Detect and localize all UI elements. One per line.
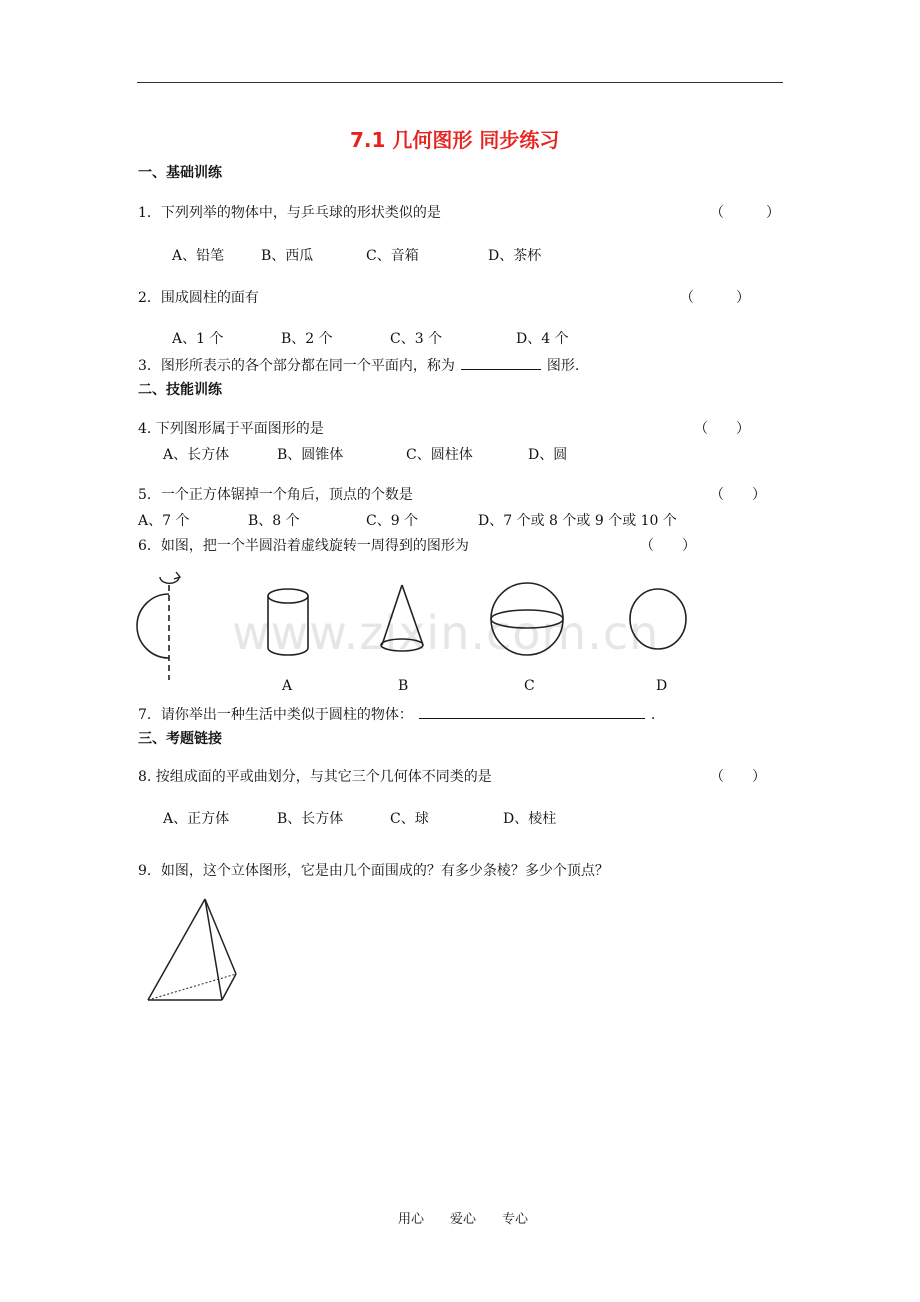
page-footer: 用心 爱心 专心 (398, 1212, 529, 1227)
question-7-suffix: . (650, 707, 656, 723)
question-8-option-d: D、棱柱 (503, 811, 557, 827)
question-4-answer-paren: （ ） (694, 421, 750, 437)
question-1-answer-paren: （ ） (710, 205, 780, 221)
question-2-answer-paren: （ ） (680, 290, 750, 306)
question-8-option-c: C、球 (390, 811, 429, 827)
question-3-suffix: 图形. (546, 358, 580, 374)
question-2-option-b: B、2 个 (281, 331, 333, 347)
watermark: www.zixin.com.cn (232, 606, 660, 660)
question-4-option-c: C、圆柱体 (406, 447, 473, 463)
question-4-stem: 4. 下列图形属于平面图形的是 (138, 421, 324, 437)
section-heading-skills: 二、技能训练 (138, 382, 222, 398)
question-2-option-d: D、4 个 (516, 331, 569, 347)
figure-label-a: A (282, 678, 293, 694)
question-6-answer-paren: （ ） (640, 538, 696, 554)
question-1-stem: 1．下列列举的物体中，与乒乓球的形状类似的是 (138, 205, 441, 221)
question-3-stem: 3．图形所表示的各个部分都在同一个平面内，称为 (138, 358, 455, 374)
question-8-stem: 8. 按组成面的平或曲划分，与其它三个几何体不同类的是 (138, 769, 492, 785)
question-2-option-a: A、1 个 (172, 331, 224, 347)
section-heading-basic: 一、基础训练 (138, 165, 222, 181)
question-5-option-d: D、7 个或 8 个或 9 个或 10 个 (478, 513, 677, 529)
question-4-option-a: A、长方体 (163, 447, 230, 463)
question-5-option-b: B、8 个 (248, 513, 300, 529)
question-2-option-c: C、3 个 (390, 331, 443, 347)
question-5-answer-paren: （ ） (710, 487, 766, 503)
question-2-stem: 2．围成圆柱的面有 (138, 290, 259, 306)
question-9-stem: 9．如图，这个立体图形，它是由几个面围成的？有多少条棱？多少个顶点？ (138, 863, 609, 879)
section-heading-exam: 三、考题链接 (138, 731, 222, 747)
page-title: 7.1 几何图形 同步练习 (350, 128, 560, 152)
question-8-option-a: A、正方体 (163, 811, 230, 827)
question-1-option-d: D、茶杯 (488, 248, 542, 264)
question-5-stem: 5．一个正方体锯掉一个角后，顶点的个数是 (138, 487, 413, 503)
figure-label-d: D (656, 678, 668, 694)
question-4-option-d: D、圆 (528, 447, 568, 463)
figure-label-c: C (524, 678, 535, 694)
question-4-option-b: B、圆锥体 (277, 447, 344, 463)
question-5-option-a: A、7 个 (138, 513, 190, 529)
question-5-option-c: C、9 个 (366, 513, 419, 529)
question-1-option-c: C、音箱 (366, 248, 419, 264)
question-8-option-b: B、长方体 (277, 811, 344, 827)
question-6-stem: 6．如图，把一个半圆沿着虚线旋转一周得到的图形为 (138, 538, 469, 554)
question-7-stem: 7．请你举出一种生活中类似于圆柱的物体： (138, 707, 413, 723)
question-1-option-b: B、西瓜 (261, 248, 314, 264)
question-8-answer-paren: （ ） (710, 769, 766, 785)
question-1-option-a: A、铅笔 (172, 248, 225, 264)
figure-label-b: B (398, 678, 409, 694)
